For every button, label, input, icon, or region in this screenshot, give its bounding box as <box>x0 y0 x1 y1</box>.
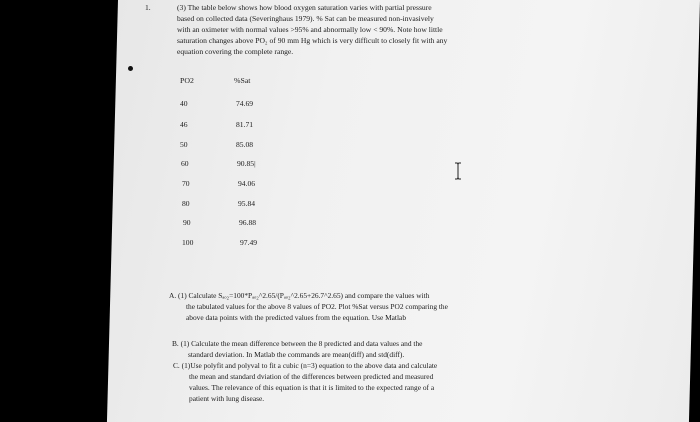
part-b-line: B. (1) Calculate the mean difference between the 8 predicted and data values and the <box>172 339 423 348</box>
table-cell-po2: 70 <box>182 179 190 188</box>
question-line: (3) The table below shows how blood oxygen saturation varies with partial pressure <box>177 3 432 12</box>
table-cell-sat: 81.71 <box>236 120 254 129</box>
table-cell-po2: 80 <box>182 199 190 208</box>
part-a-line: A. (1) Calculate Sₐₒ₂=100*Pₐₒ₂^2.65/(Pₐₒ₂^2.65+26.7^2.65) and compare the values with <box>169 291 430 300</box>
text-cursor-icon <box>453 162 463 180</box>
part-a-line: the tabulated values for the above 8 values of PO2. Plot %Sat versus PO2 comparing the <box>186 302 448 311</box>
table-cell-sat: 74.69 <box>236 99 254 108</box>
part-b-line: standard deviation. In Matlab the commands are mean(diff) and std(diff). <box>188 350 405 359</box>
part-c-line: the mean and standard dviation of the differences between predicted and measured <box>189 372 434 381</box>
table-header-sat: %Sat <box>234 76 251 85</box>
table-cell-po2: 46 <box>180 120 188 129</box>
bullet-dot <box>128 66 133 71</box>
part-c-line: values. The relevance of this equation is that it is limited to the expected range of a <box>189 383 435 392</box>
question-line: equation covering the complete range. <box>177 47 294 56</box>
question-line: with an oximeter with normal values >95% and abnormally low < 90%. Note how little <box>177 25 443 34</box>
table-cell-sat: 85.08 <box>236 140 254 149</box>
part-a-line: above data points with the predicted values from the equation. Use Matlab <box>186 313 407 322</box>
table-cell-po2: 50 <box>180 140 188 149</box>
table-header-po2: PO2 <box>180 76 194 85</box>
table-cell-po2: 90 <box>183 218 191 227</box>
table-cell-sat: 90.85| <box>237 159 256 168</box>
table-cell-po2: 100 <box>182 238 194 247</box>
question-line: based on collected data (Severinghaus 1979). % Sat can be measured non-invasively <box>177 14 434 23</box>
question-line: saturation changes above PO₂ of 90 mm Hg which is very difficult to closely fit with any <box>177 36 448 45</box>
table-cell-po2: 40 <box>180 99 188 108</box>
table-cell-sat: 97.49 <box>240 238 258 247</box>
part-c-line: C. (1)Use polyfit and polyval to fit a cubic (n=3) equation to the above data and calculate <box>173 361 438 370</box>
table-cell-sat: 95.84 <box>238 199 256 208</box>
question-number: 1. <box>145 3 151 12</box>
part-c-line: patient with lung disease. <box>189 394 265 403</box>
table-cell-po2: 60 <box>181 159 189 168</box>
table-cell-sat: 94.06 <box>238 179 256 188</box>
table-cell-sat: 96.88 <box>239 218 257 227</box>
